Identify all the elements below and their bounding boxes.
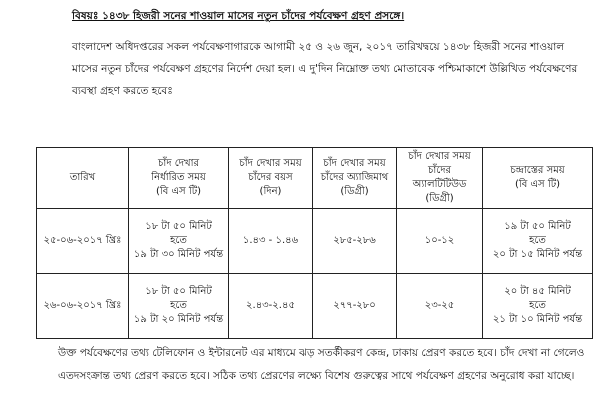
cell-azimuth: ২৮৫-২৮৬: [313, 209, 397, 274]
header-set-line: (বি এস টি): [514, 179, 561, 190]
obs-time-line: হতে: [170, 235, 187, 246]
cell-date: ২৫-০৬-২০১৭ খ্রিঃ: [37, 209, 129, 274]
cell-observation-time: [129, 274, 229, 339]
moonset-line: হতে: [529, 235, 546, 246]
header-date-line: তারিখ: [69, 172, 96, 183]
cell-moon-age: ২.৪৩-২.৪৫: [229, 274, 313, 339]
header-obs-line: চাঁদ দেখার: [157, 158, 199, 169]
header-alt-line: চাঁদের অ্যালটিটিউড: [412, 165, 467, 190]
cell-moonset: [483, 274, 593, 339]
observation-table: [36, 147, 593, 339]
intro-paragraph: বাংলাদেশ অধিদপ্তরের সকল পর্যবেক্ষণাগারকে আগামী ২৫ ও ২৬ জুন, ২০১৭ তারিখদ্বয়ে ১৪৩৮ হিজরী সনের শাওয়াল মাসের নতুন চাঁদের পর্যবেক্ষণ গ্রহণের নির্দেশ দেয়া হল। এ দু'দিন নিম্নোক্ত তথ্য মোতাবেক পশ্চিমাকাশে উল্লিখিত পর্যবেক্ষণের ব্যবস্থা গ্রহণ করতে হবেঃ: [72, 41, 578, 97]
obs-time-line: হতে: [170, 300, 187, 311]
header-age-line: চাঁদের বয়স: [248, 172, 293, 183]
moonset-line: ২০ টা ৪৫ মিনিট: [504, 286, 571, 297]
header-moonset: [483, 148, 593, 209]
table-row: [37, 209, 593, 274]
footer-paragraph: উক্ত পর্যবেক্ষণের তথ্য টেলিফোন ও ইন্টারনেট এর মাধ্যমে ঝড় সতর্কীকরণ কেন্দ্র, ঢাকায় প্রেরণ করতে হবে। চাঁদ দেখা না গেলেও এতদসংক্রান্ত তথ্য প্রেরণ করতে হবে। সঠিক তথ্য প্রেরণের লক্ষ্যে বিশেষ গুরুত্বের সাথে পর্যবেক্ষণ গ্রহণের অনুরোধ করা যাচ্ছে।: [58, 347, 585, 382]
obs-time-line: ১৮ টা ৫০ মিনিট: [145, 221, 212, 232]
cell-moon-age: ১.৪৩ - ১.৪৬: [229, 209, 313, 274]
moonset-line: ১৯ টা ৫০ মিনিট: [504, 221, 571, 232]
header-date: [37, 148, 129, 209]
header-alt-line: (ডিগ্রী): [425, 193, 454, 204]
header-moon-age: [229, 148, 313, 209]
cell-date: ২৬-০৬-২০১৭ খ্রিঃ: [37, 274, 129, 339]
header-age-line: (দিন): [259, 186, 282, 197]
header-az-line: চাঁদ দেখার সময়: [323, 158, 386, 169]
header-altitude: [397, 148, 483, 209]
moonset-line: হতে: [529, 300, 546, 311]
subject-line: বিষয়ঃ ১৪৩৮ হিজরী সনের শাওয়াল মাসের নতুন চাঁদের পর্যবেক্ষণ গ্রহণ প্রসঙ্গে।: [72, 10, 405, 22]
header-obs-line: নির্ধারিত সময়: [151, 172, 206, 183]
obs-time-line: ১৮ টা ৫০ মিনিট: [145, 286, 212, 297]
obs-time-line: ১৯ টা ২০ মিনিট পর্যন্ত: [133, 314, 224, 325]
cell-moonset: [483, 209, 593, 274]
cell-observation-time: [129, 209, 229, 274]
cell-altitude: ১০-১২: [397, 209, 483, 274]
header-age-line: চাঁদ দেখার সময়: [239, 158, 302, 169]
header-set-line: চন্দ্রাস্তের সময়: [510, 165, 565, 176]
obs-time-line: ১৯ টা ৩০ মিনিট পর্যন্ত: [133, 249, 224, 260]
header-alt-line: চাঁদ দেখার সময়: [408, 151, 471, 162]
header-az-line: (ডিগ্রী): [340, 186, 369, 197]
moonset-line: ২১ টা ১০ মিনিট পর্যন্ত: [492, 314, 583, 325]
header-obs-line: (বি এস টি): [155, 186, 202, 197]
header-azimuth: [313, 148, 397, 209]
moonset-line: ২০ টা ১৫ মিনিট পর্যন্ত: [492, 249, 583, 260]
table-row: [37, 274, 593, 339]
table-header-row: [37, 148, 593, 209]
observation-table-wrapper: [36, 147, 592, 339]
cell-azimuth: ২৭৭-২৮০: [313, 274, 397, 339]
cell-altitude: ২৩-২৫: [397, 274, 483, 339]
header-observation-time: [129, 148, 229, 209]
header-az-line: চাঁদের অ্যাজিমাথ: [320, 172, 389, 183]
